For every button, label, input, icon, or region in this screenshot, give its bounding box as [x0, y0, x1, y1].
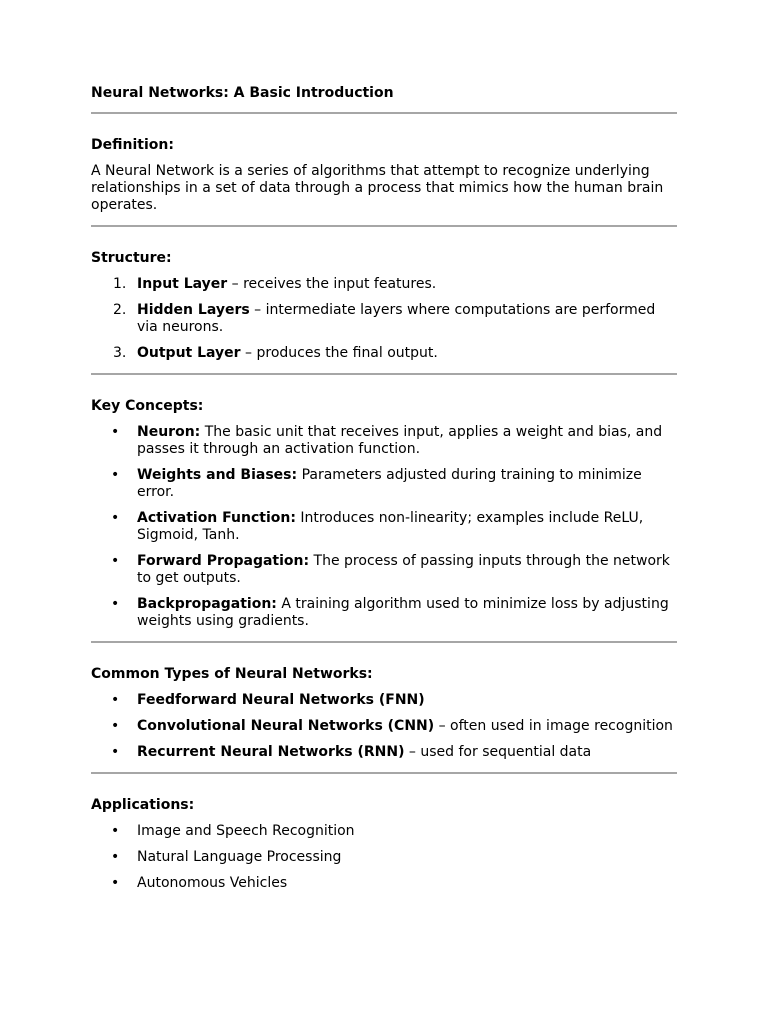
bullet-marker: •	[111, 718, 120, 734]
item-text: Introduces non-linearity; examples include ReLU, Sigmoid, Tanh.	[137, 510, 644, 543]
list-item	[91, 692, 677, 709]
item-text: Natural Language Processing	[137, 849, 342, 865]
structure-list	[91, 276, 677, 362]
list-item	[91, 345, 677, 362]
item-term: Activation Function:	[137, 510, 296, 526]
item-text: – receives the input features.	[227, 276, 437, 292]
bullet-marker: •	[111, 424, 120, 440]
list-item	[91, 875, 677, 892]
item-term: Forward Propagation:	[137, 553, 310, 569]
item-text: Autonomous Vehicles	[137, 875, 288, 891]
list-item	[91, 302, 677, 336]
list-item	[91, 823, 677, 840]
item-text: The basic unit that receives input, applies a weight and bias, and passes it through an activation function.	[137, 424, 663, 457]
divider	[91, 373, 677, 375]
bullet-marker: •	[111, 467, 120, 483]
list-number: 2.	[113, 302, 127, 318]
item-text: – intermediate layers where computations are performed via neurons.	[137, 302, 656, 335]
bullet-marker: •	[111, 596, 120, 612]
applications-heading: Applications:	[91, 797, 195, 813]
item-term: Feedforward Neural Networks (FNN)	[137, 692, 425, 708]
list-item	[91, 718, 677, 735]
document-title: Neural Networks: A Basic Introduction	[91, 85, 394, 101]
item-text: The process of passing inputs through the network to get outputs.	[137, 553, 670, 586]
item-term: Hidden Layers	[137, 302, 250, 318]
types-list	[91, 692, 677, 761]
structure-heading: Structure:	[91, 250, 172, 266]
types-heading: Common Types of Neural Networks:	[91, 666, 373, 682]
list-item	[91, 467, 677, 501]
divider	[91, 112, 677, 114]
bullet-marker: •	[111, 823, 120, 839]
item-text: – produces the final output.	[240, 345, 438, 361]
bullet-marker: •	[111, 875, 120, 891]
bullet-marker: •	[111, 692, 120, 708]
item-text: Parameters adjusted during training to minimize error.	[137, 467, 642, 500]
list-number: 3.	[113, 345, 127, 361]
item-text: Image and Speech Recognition	[137, 823, 355, 839]
applications-list	[91, 823, 677, 892]
divider	[91, 225, 677, 227]
list-item	[91, 596, 677, 630]
list-item	[91, 424, 677, 458]
list-item	[91, 849, 677, 866]
item-text: – used for sequential data	[404, 744, 592, 760]
list-item	[91, 553, 677, 587]
bullet-marker: •	[111, 510, 120, 526]
bullet-marker: •	[111, 849, 120, 865]
bullet-marker: •	[111, 744, 120, 760]
divider	[91, 772, 677, 774]
item-text: A training algorithm used to minimize loss by adjusting weights using gradients.	[137, 596, 669, 629]
item-term: Neuron:	[137, 424, 201, 440]
item-term: Convolutional Neural Networks (CNN)	[137, 718, 435, 734]
item-term: Weights and Biases:	[137, 467, 298, 483]
list-item	[91, 744, 677, 761]
item-term: Recurrent Neural Networks (RNN)	[137, 744, 405, 760]
item-term: Input Layer	[137, 276, 228, 292]
item-term: Output Layer	[137, 345, 241, 361]
list-item	[91, 510, 677, 544]
item-term: Backpropagation:	[137, 596, 277, 612]
definition-text: A Neural Network is a series of algorithms that attempt to recognize underlying relationships in a set of data through a process that mimics how the human brain operates.	[91, 163, 664, 213]
divider	[91, 641, 677, 643]
bullet-marker: •	[111, 553, 120, 569]
list-item	[91, 276, 677, 293]
item-text: – often used in image recognition	[434, 718, 673, 734]
definition-heading: Definition:	[91, 137, 174, 153]
key-concepts-heading: Key Concepts:	[91, 398, 204, 414]
key-concepts-list	[91, 424, 677, 630]
list-number: 1.	[113, 276, 127, 292]
